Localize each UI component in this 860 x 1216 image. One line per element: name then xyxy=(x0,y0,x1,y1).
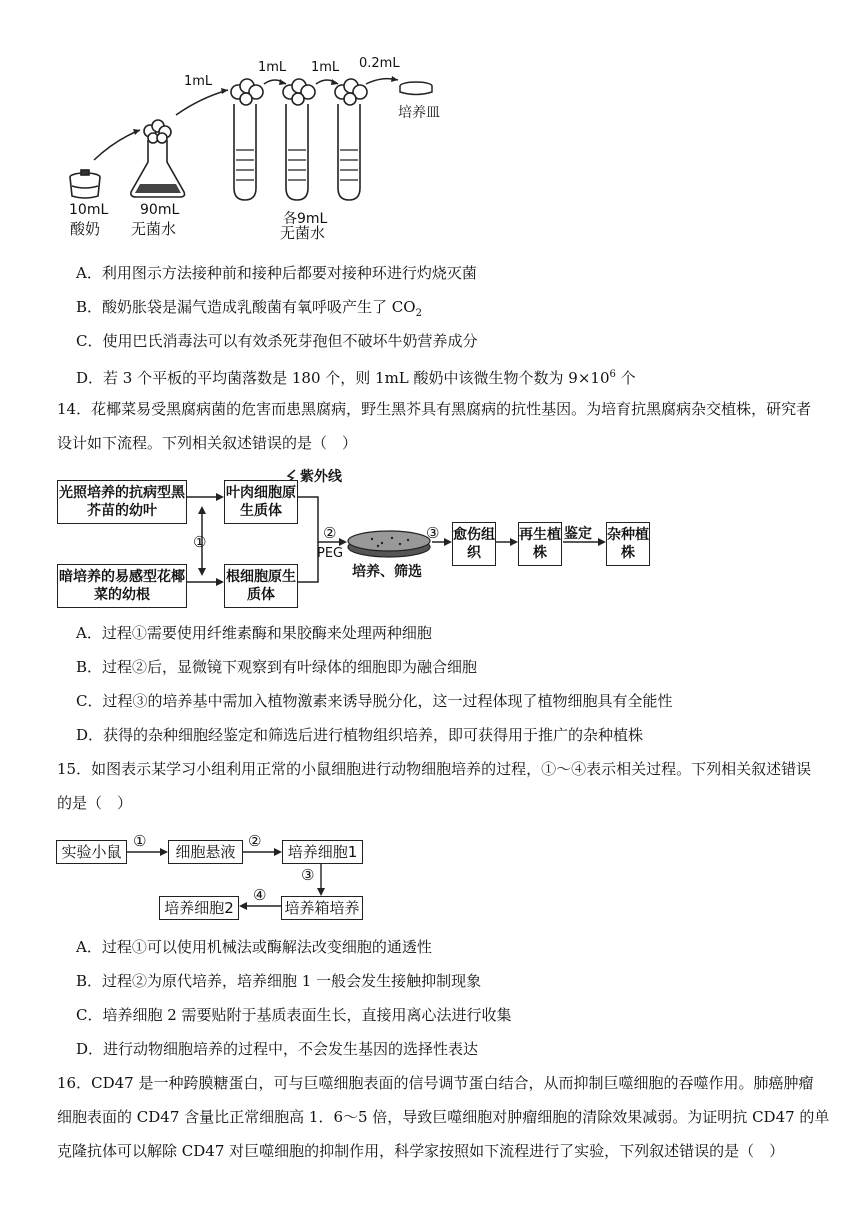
tubes-volume: 各9mL xyxy=(283,211,328,227)
step-3-label: ③ xyxy=(301,866,315,884)
step-2-label: ② xyxy=(323,524,337,542)
transfer-volume-3: 1mL xyxy=(311,60,340,75)
peg-label: PEG xyxy=(317,546,344,561)
q14-option-a: A．过程①需要使用纤维素酶和果胶酶来处理两种细胞 xyxy=(76,624,432,642)
step-4-label: ④ xyxy=(253,886,267,904)
q13-option-d: D．若 3 个平板的平均菌落数是 180 个，则 1mL 酸奶中该微生物个数为 $9\times 10^6$ 个 xyxy=(76,369,636,387)
identify-label: 鉴定 xyxy=(564,526,592,542)
dish-label: 培养皿 xyxy=(398,105,440,121)
box-incubator-culture: 培养箱培养 xyxy=(281,896,363,920)
box-cell-suspension: 细胞悬液 xyxy=(168,840,243,864)
q15-option-c: C．培养细胞 2 需要贴附于基质表面生长，直接用离心法进行收集 xyxy=(76,1006,512,1024)
box-cultured-cells-2: 培养细胞2 xyxy=(159,896,239,920)
box-lab-mouse: 实验小鼠 xyxy=(56,840,127,864)
box-hybrid-plant: 杂种植株 xyxy=(606,522,650,566)
q15-option-d: D．进行动物细胞培养的过程中，不会发生基因的选择性表达 xyxy=(76,1040,479,1058)
tubes-label: 无菌水 xyxy=(280,224,326,242)
step-1-label: ① xyxy=(133,832,147,850)
transfer-volume-1: 1mL xyxy=(184,74,213,89)
yogurt-label: 酸奶 xyxy=(70,220,101,238)
q15-stem-line1: 15．如图表示某学习小组利用正常的小鼠细胞进行动物细胞培养的过程，①～④表示相关过程。下列相关叙述错误 xyxy=(57,760,812,778)
box-cauliflower-root: 暗培养的易感型花椰菜的幼根 xyxy=(57,564,187,608)
q14-stem-line2: 设计如下流程。下列相关叙述错误的是（ ） xyxy=(57,434,358,452)
step-3-label: ③ xyxy=(426,524,440,542)
uv-label: 紫外线 xyxy=(300,469,342,485)
box-regenerated-plant: 再生植株 xyxy=(518,522,562,566)
box-callus: 愈伤组织 xyxy=(452,522,496,566)
transfer-volume-4: 0.2mL xyxy=(359,56,400,71)
q14-option-d: D．获得的杂种细胞经鉴定和筛选后进行植物组织培养，即可获得用于推广的杂种植株 xyxy=(76,726,644,744)
q16-stem-line2: 细胞表面的 CD47 含量比正常细胞高 1．6～5 倍，导致巨噬细胞对肿瘤细胞的清除效果减弱。为证明抗 CD47 的单 xyxy=(57,1108,830,1126)
q15-option-a: A．过程①可以使用机械法或酶解法改变细胞的通透性 xyxy=(76,938,432,956)
box-black-mustard-leaf: 光照培养的抗病型黑芥苗的幼叶 xyxy=(57,480,187,524)
q14-option-c: C．过程③的培养基中需加入植物激素来诱导脱分化，这一过程体现了植物细胞具有全能性 xyxy=(76,692,673,710)
transfer-volume-2: 1mL xyxy=(258,60,287,75)
q14-stem-line1: 14．花椰菜易受黑腐病菌的危害而患黑腐病，野生黑芥具有黑腐病的抗性基因。为培育抗黑腐病杂交植株，研究者 xyxy=(57,400,812,418)
q16-stem-line1: 16．CD47 是一种跨膜糖蛋白，可与巨噬细胞表面的信号调节蛋白结合，从而抑制巨噬细胞的吞噬作用。肺癌肿瘤 xyxy=(57,1074,814,1092)
q13-option-c: C．使用巴氏消毒法可以有效杀死芽孢但不破坏牛奶营养成分 xyxy=(76,332,478,350)
q13-option-a: A．利用图示方法接种前和接种后都要对接种环进行灼烧灭菌 xyxy=(76,264,477,282)
box-mesophyll-protoplast: 叶肉细胞原生质体 xyxy=(224,480,298,524)
flask-label: 无菌水 xyxy=(131,220,177,238)
q15-option-b: B．过程②为原代培养，培养细胞 1 一般会发生接触抑制现象 xyxy=(76,972,482,990)
q13-option-b: B．酸奶胀袋是漏气造成乳酸菌有氧呼吸产生了 $CO_2$ xyxy=(76,298,422,319)
q15-stem-line2: 的是（ ） xyxy=(57,794,133,812)
culture-label: 培养、筛选 xyxy=(352,564,422,580)
q16-stem-line3: 克隆抗体可以解除 CD47 对巨噬细胞的抑制作用，科学家按照如下流程进行了实验，下列叙述错误的是（ ） xyxy=(57,1142,785,1160)
step-2-label: ② xyxy=(248,832,262,850)
flask-volume: 90mL xyxy=(140,202,180,218)
box-root-protoplast: 根细胞原生质体 xyxy=(224,564,298,608)
step-1-label: ① xyxy=(193,533,207,551)
yogurt-volume: 10mL xyxy=(69,202,109,218)
q14-option-b: B．过程②后，显微镜下观察到有叶绿体的细胞即为融合细胞 xyxy=(76,658,478,676)
box-cultured-cells-1: 培养细胞1 xyxy=(282,840,363,864)
